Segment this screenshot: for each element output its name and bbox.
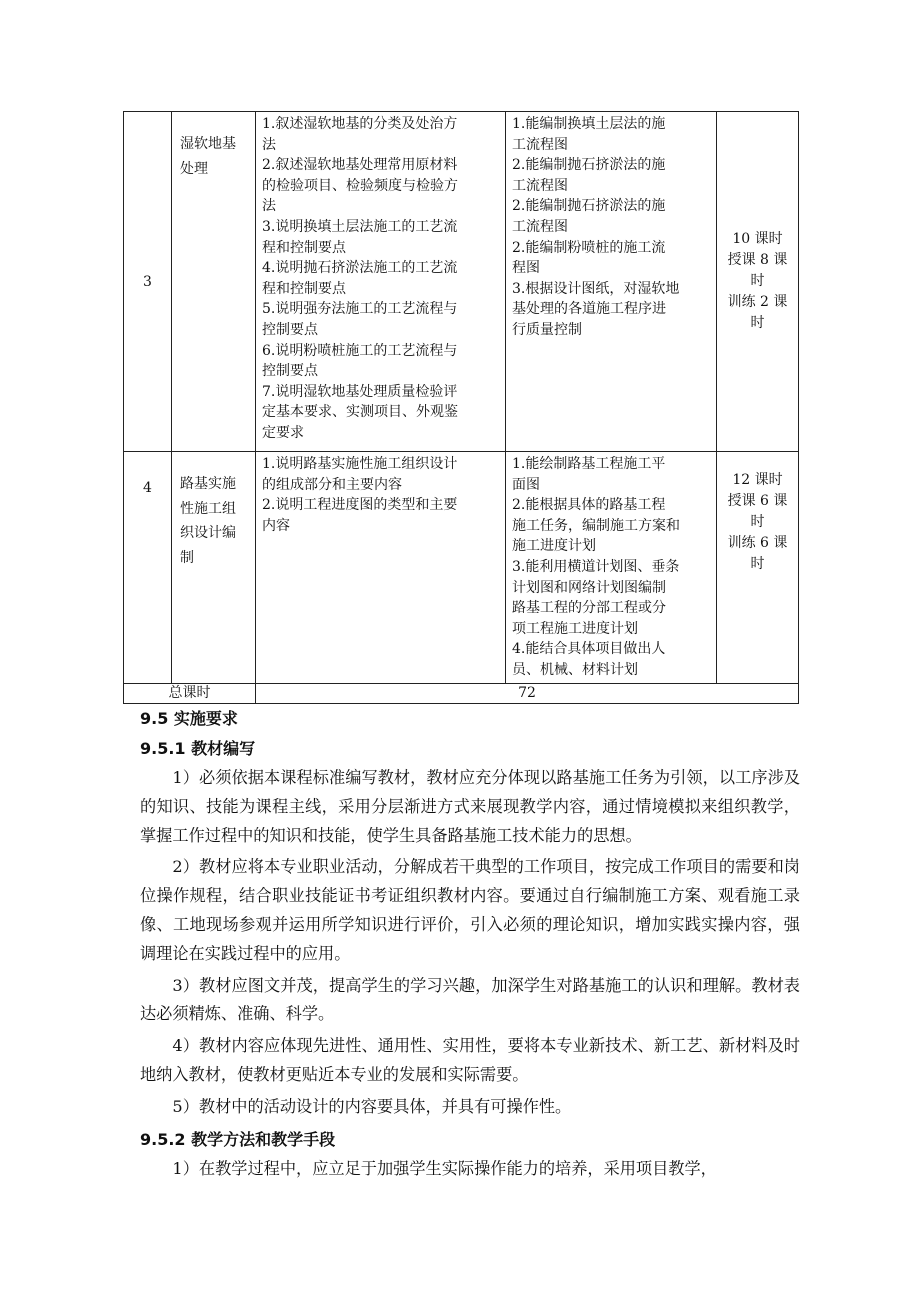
cell-line: 工流程图 bbox=[512, 136, 568, 153]
knowledge-cell bbox=[256, 112, 506, 452]
cell-line: 工流程图 bbox=[512, 177, 568, 194]
course-content-table bbox=[123, 111, 799, 704]
hours-cell bbox=[717, 452, 799, 684]
cell-line: 员、机械、材料计划 bbox=[512, 661, 638, 678]
cell-line: 路基工程的分部工程或分 bbox=[512, 600, 666, 617]
hours-line: 时 bbox=[750, 273, 765, 289]
hours-line: 10 课时 bbox=[732, 231, 783, 247]
cell-line: 的组成部分和主要内容 bbox=[262, 476, 402, 493]
cell-line: 项工程施工进度计划 bbox=[512, 620, 638, 637]
cell-line: 3.能利用横道计划图、垂条 bbox=[512, 558, 680, 575]
cell-line: 1.能绘制路基工程施工平 bbox=[512, 456, 666, 472]
cell-line: 程和控制要点 bbox=[262, 280, 346, 297]
hours-line: 训练 2 课 bbox=[727, 294, 788, 310]
cell-line: 面图 bbox=[512, 476, 540, 493]
cell-line: 定基本要求、实测项目、外观鉴 bbox=[262, 404, 458, 421]
cell-line: 施工任务，编制施工方案和 bbox=[512, 517, 680, 534]
body-text bbox=[140, 704, 800, 1186]
task-name-cell bbox=[172, 452, 256, 684]
total-hours-value: 72 bbox=[256, 684, 799, 704]
hours-line: 授课 6 课 bbox=[727, 493, 788, 509]
row-number: 4 bbox=[124, 452, 172, 684]
section-heading: 9.5 实施要求 bbox=[140, 709, 238, 728]
cell-line: 1.说明路基实施性施工组织设计 bbox=[262, 456, 458, 472]
cell-line: 基处理的各道施工程序进 bbox=[512, 301, 666, 318]
paragraph: 1）在教学过程中，应立足于加强学生实际操作能力的培养，采用项目教学， bbox=[172, 1158, 717, 1178]
cell-line: 计划图和网络计划图编制 bbox=[512, 579, 666, 596]
table-row-total bbox=[124, 684, 799, 704]
cell-line: 2.能编制抛石挤淤法的施 bbox=[512, 157, 666, 174]
cell-line: 控制要点 bbox=[262, 363, 318, 380]
subsection-heading: 9.5.1 教材编写 bbox=[140, 739, 256, 758]
hours-line: 授课 8 课 bbox=[727, 252, 788, 268]
cell-line: 7.说明湿软地基处理质量检验评 bbox=[262, 383, 458, 400]
cell-line: 2.叙述湿软地基处理常用原材料 bbox=[262, 157, 458, 174]
cell-line: 2.能编制粉喷桩的施工流 bbox=[512, 239, 666, 256]
subsection-heading: 9.5.2 教学方法和教学手段 bbox=[140, 1129, 336, 1149]
table-row bbox=[124, 452, 799, 684]
paragraph: 3）教材应图文并茂，提高学生的学习兴趣，加深学生对路基施工的认识和理解。教材表达必须精炼、准确、科学。 bbox=[140, 975, 800, 1024]
hours-line: 训练 6 课 bbox=[727, 535, 788, 551]
hours-line: 时 bbox=[750, 315, 765, 331]
paragraph: 4）教材内容应体现先进性、通用性、实用性，要将本专业新技术、新工艺、新材料及时地纳入教材，使教材更贴近本专业的发展和实际需要。 bbox=[140, 1036, 800, 1084]
skill-cell bbox=[506, 452, 717, 684]
hours-cell bbox=[717, 112, 799, 452]
cell-line: 4.说明抛石挤淤法施工的工艺流 bbox=[262, 260, 458, 277]
hours-line: 时 bbox=[750, 556, 765, 572]
paragraph: 2）教材应将本专业职业活动，分解成若干典型的工作项目，按完成工作项目的需要和岗位操作规程，结合职业技能证书考证组织教材内容。要通过自行编制施工方案、观看施工录像、工地现场参观并运用所学知识进行评价，引入必须的理论知识，增加实践实操内容，强调理论在实践过程中的应用。 bbox=[140, 857, 800, 963]
cell-line: 2.能根据具体的路基工程 bbox=[512, 497, 666, 514]
row-number: 3 bbox=[124, 112, 172, 452]
cell-line: 6.说明粉喷桩施工的工艺流程与 bbox=[262, 342, 458, 359]
task-name-line: 湿软地基 bbox=[180, 136, 236, 152]
cell-line: 3.根据设计图纸，对湿软地 bbox=[512, 280, 680, 297]
cell-line: 的检验项目、检验频度与检验方 bbox=[262, 177, 458, 194]
task-name-line: 制 bbox=[180, 549, 194, 566]
cell-line: 程图 bbox=[512, 260, 540, 277]
cell-line: 2.能编制抛石挤淤法的施 bbox=[512, 198, 666, 215]
task-name-line: 性施工组 bbox=[180, 500, 236, 517]
hours-line: 时 bbox=[750, 514, 765, 530]
cell-line: 1.叙述湿软地基的分类及处治方 bbox=[262, 116, 458, 132]
cell-line: 程和控制要点 bbox=[262, 239, 346, 256]
paragraph: 5）教材中的活动设计的内容要具体，并具有可操作性。 bbox=[172, 1096, 572, 1116]
cell-line: 定要求 bbox=[262, 424, 304, 441]
hours-line: 12 课时 bbox=[732, 472, 783, 488]
task-name-line: 处理 bbox=[180, 160, 208, 177]
cell-line: 1.能编制换填土层法的施 bbox=[512, 116, 666, 132]
paragraph: 1）必须依据本课程标准编写教材，教材应充分体现以路基施工任务为引领，以工序涉及的知识、技能为课程主线，采用分层渐进方式来展现教学内容，通过情境模拟来组织教学，掌握工作过程中的知识和技能，使学生具备路基施工技术能力的思想。 bbox=[140, 768, 800, 845]
cell-line: 2.说明工程进度图的类型和主要 bbox=[262, 497, 458, 514]
table-row bbox=[124, 112, 799, 452]
cell-line: 工流程图 bbox=[512, 218, 568, 235]
cell-line: 4.能结合具体项目做出人 bbox=[512, 641, 666, 658]
cell-line: 施工进度计划 bbox=[512, 538, 596, 555]
cell-line: 法 bbox=[262, 198, 276, 215]
knowledge-cell bbox=[256, 452, 506, 684]
task-name-line: 路基实施 bbox=[180, 476, 236, 492]
cell-line: 3.说明换填土层法施工的工艺流 bbox=[262, 218, 458, 235]
cell-line: 控制要点 bbox=[262, 321, 318, 338]
task-name-cell bbox=[172, 112, 256, 452]
skill-cell bbox=[506, 112, 717, 452]
cell-line: 内容 bbox=[262, 517, 290, 534]
task-name-line: 织设计编 bbox=[180, 525, 236, 542]
total-hours-label: 总课时 bbox=[124, 684, 256, 704]
cell-line: 5.说明强夯法施工的工艺流程与 bbox=[262, 301, 458, 318]
cell-line: 行质量控制 bbox=[512, 321, 582, 338]
cell-line: 法 bbox=[262, 136, 276, 153]
